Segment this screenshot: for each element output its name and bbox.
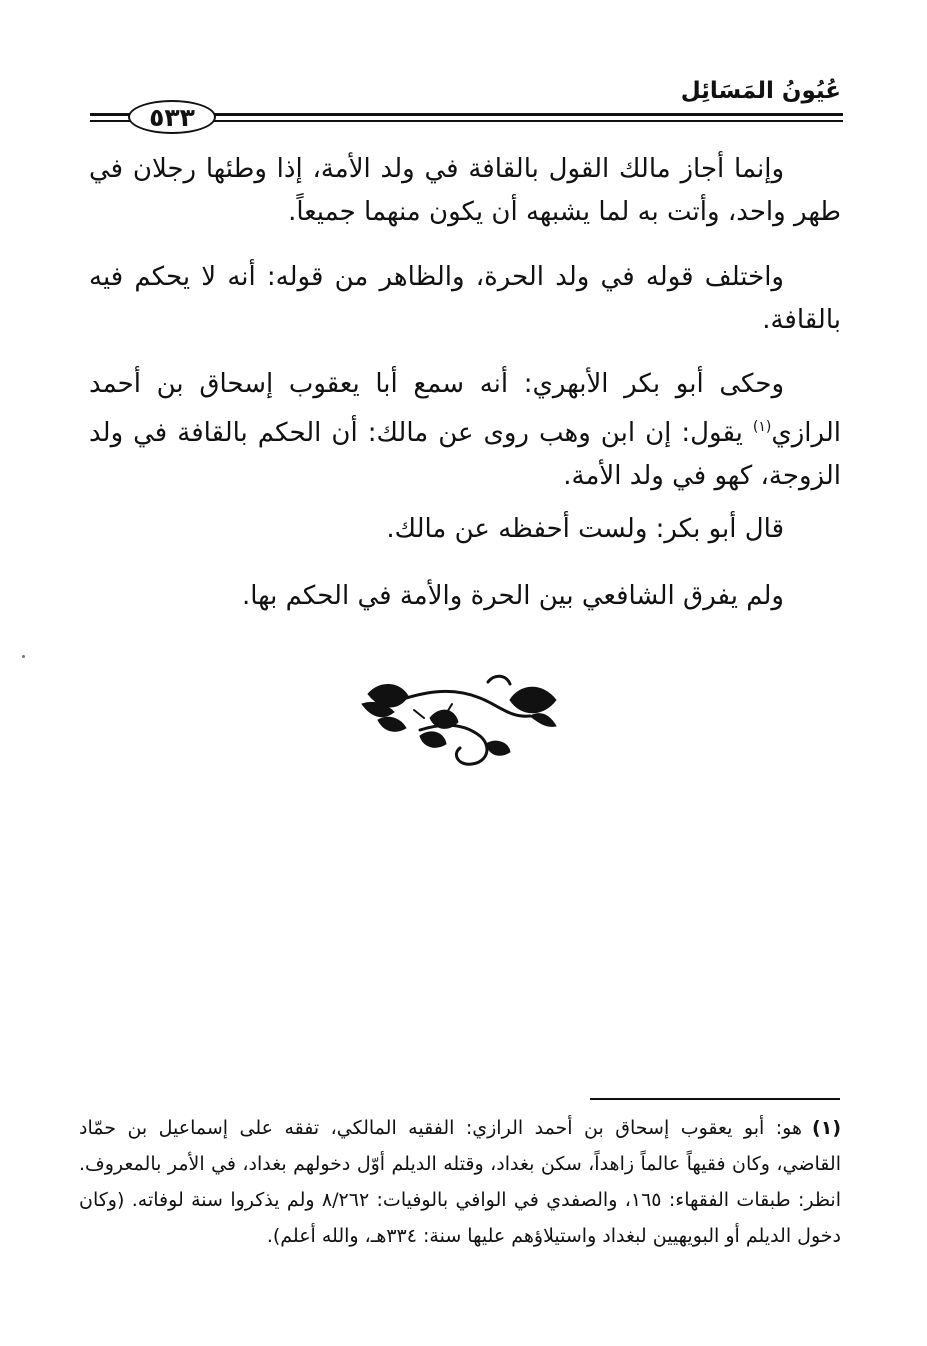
page-number-badge (128, 100, 216, 134)
paragraph-1 (89, 148, 841, 234)
floral-ornament-icon (360, 670, 565, 770)
footnote (79, 1110, 841, 1254)
paragraph-4 (89, 508, 784, 551)
paragraph-2-text: واختلف قوله في ولد الحرة، والظاهر من قوله: أنه لا يحكم فيه بالقافة. (89, 262, 841, 335)
paragraph-3 (89, 363, 841, 498)
page-number: ٥٣٣ (149, 102, 195, 132)
paragraph-4-text: قال أبو بكر: ولست أحفظه عن مالك. (386, 514, 784, 544)
footnote-text: هو: أبو يعقوب إسحاق بن أحمد الرازي: الفقيه المالكي، تفقه على إسماعيل بن حمّاد القاضي، وكان فقيهاً عالماً زاهداً، سكن بغداد، وقتله الديلم أوّل دخولهم بغداد، في الأمر بالمعروف. انظر: طبقات الفقهاء: ١٦٥، والصفدي في الوافي بالوفيات: ٨/٢٦٢ ولم يذكروا سنة لوفاته. (وكان دخول الديلم أو البويهيين لبغداد واستيلاؤهم عليها سنة: ٣٣٤هـ، والله أعلم). (79, 1117, 841, 1247)
paragraph-3-text-start: وحكى أبو بكر الأبهري: أنه سمع أبا يعقوب إسحاق بن أحمد الرازي (89, 369, 841, 448)
paragraph-1-text: وإنما أجاز مالك القول بالقافة في ولد الأمة، إذا وطئها رجلان في طهر واحد، وأتت به لما يشبهه أن يكون منهما جميعاً. (89, 154, 841, 227)
paragraph-2 (89, 256, 841, 342)
scan-speck (22, 655, 25, 658)
footnote-separator (590, 1098, 840, 1100)
footnote-reference[interactable]: (١) (752, 419, 772, 435)
paragraph-5 (89, 575, 784, 618)
paragraph-3-text-end: يقول: إن ابن وهب روى عن مالك: أن الحكم بالقافة في ولد الزوجة، كهو في ولد الأمة. (89, 418, 841, 491)
paragraph-5-text: ولم يفرق الشافعي بين الحرة والأمة في الحكم بها. (241, 581, 784, 611)
running-header-title: عُيُونُ المَسَائِل (680, 78, 841, 104)
footnote-number: (١) (812, 1117, 841, 1139)
